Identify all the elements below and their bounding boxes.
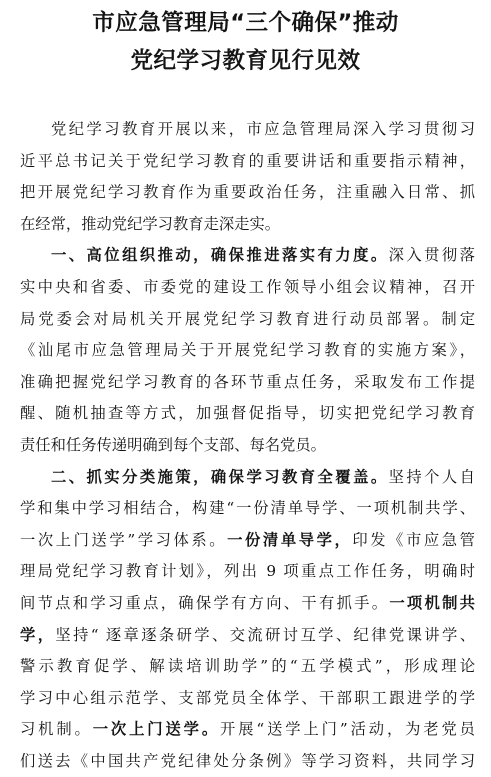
- section1-line: [20, 240, 475, 272]
- subheading-checklist: 一份清单导学，: [227, 530, 353, 549]
- section2-text: 印发《市应急管: [352, 530, 475, 549]
- section2-line: [20, 588, 475, 620]
- subheading-mechanism-cont: 学，: [20, 625, 56, 644]
- document-title-line-1: 市应急管理局“三个确保”推动: [92, 10, 399, 36]
- section2-line: [20, 462, 475, 494]
- section2-heading: 二、抓实分类施策，确保学习教育全覆盖。: [51, 467, 389, 486]
- section1-heading: 一、高位组织推动，确保推进落实有力度。: [51, 246, 389, 265]
- section1-line: 醒、随机抽查等方式，加强督促指导，切实把党纪学习教育: [20, 404, 475, 423]
- section1-line: 局党委会对局机关开展党纪学习教育进行动员部署。制定: [20, 309, 475, 328]
- section2-line: [20, 525, 475, 557]
- section2-line: 理局党纪学习教育计划》，列出 9 项重点工作任务，明确时: [20, 562, 475, 581]
- section2-line: 学习中心组示范学、支部党员全体学、干部职工跟进学的学: [20, 688, 475, 707]
- intro-line: 把开展党纪学习教育作为重要政治任务，注重融入日常、抓: [20, 183, 475, 202]
- section1-line: 责任和任务传递明确到每个支部、每名党员。: [20, 435, 326, 454]
- intro-line: 在经常，推动党纪学习教育走深走实。: [20, 214, 281, 233]
- section2-line: 学和集中学习相结合，构建“一份清单导学、一项机制共学、: [20, 499, 475, 518]
- section1-text: 深入贯彻落: [388, 246, 475, 265]
- section2-text: 间节点和学习重点，确保学有方向、干有抓手。: [20, 593, 390, 612]
- section2-line: 警示教育促学、解读培训助学”的“五学模式”，形成理论: [20, 657, 475, 676]
- document-body: [20, 114, 475, 777]
- document-title-line-2: 党纪学习教育见行见效: [130, 48, 361, 74]
- section1-line: 实中央和省委、市委党的建设工作领导小组会议精神，召开: [20, 277, 475, 296]
- section2-text: 习机制。: [20, 720, 93, 739]
- subheading-mechanism: 一项机制共: [389, 593, 475, 612]
- subheading-home-visit: 一次上门送学。: [92, 720, 221, 739]
- section2-text: 坚持“ 逐章逐条研学、交流研讨互学、纪律党课讲学、: [55, 625, 475, 644]
- section1-line: 《汕尾市应急管理局关于开展党纪学习教育的实施方案》，: [20, 341, 475, 360]
- section2-text: 一次上门送学”学习体系。: [20, 530, 228, 549]
- section1-line: 准确把握党纪学习教育的各环节重点任务，采取发布工作提: [20, 372, 475, 391]
- section2-line: 们送去《中国共产党纪律处分条例》等学习资料，共同学习: [20, 751, 475, 770]
- intro-line: 党纪学习教育开展以来，市应急管理局深入学习贯彻习: [51, 120, 475, 138]
- intro-line: 近平总书记关于党纪学习教育的重要讲话和重要指示精神，: [20, 151, 475, 170]
- section2-text: 坚持个人自: [388, 467, 475, 486]
- section2-line: [20, 714, 475, 746]
- section2-text: 开展“送学上门”活动，为老党员: [220, 720, 475, 739]
- section2-line: [20, 620, 475, 652]
